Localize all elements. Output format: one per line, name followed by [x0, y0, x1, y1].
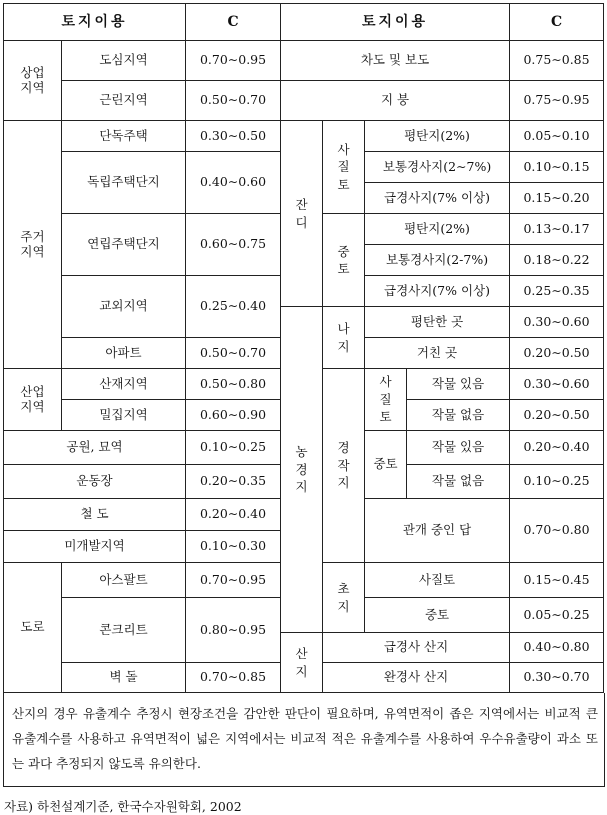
item-label: 중토 [365, 598, 510, 633]
item-label: 미개발지역 [4, 531, 186, 563]
item-label: 작물 없음 [407, 400, 510, 431]
item-label: 단독주택 [62, 121, 186, 152]
group-lawn-heavy-text: 중토 [337, 243, 350, 276]
item-c: 0.10∼0.30 [186, 531, 281, 563]
item-label: 평탄지(2%) [365, 214, 510, 245]
item-label: 완경사 산지 [323, 663, 510, 693]
group-lawn-text: 잔디 [295, 197, 308, 230]
item-label: 벽 돌 [62, 663, 186, 693]
item-label: 밀집지역 [62, 400, 186, 431]
item-c: 0.05∼0.10 [510, 121, 604, 152]
item-label: 작물 없음 [407, 465, 510, 499]
header-c-left: C [186, 4, 281, 41]
item-label: 교외지역 [62, 276, 186, 338]
item-c: 0.40∼0.60 [186, 152, 281, 214]
item-c: 0.15∼0.20 [510, 183, 604, 214]
item-c: 0.30∼0.60 [510, 307, 604, 338]
item-label: 평탄한 곳 [365, 307, 510, 338]
item-label: 도심지역 [62, 41, 186, 81]
item-label: 산재지역 [62, 369, 186, 400]
item-c: 0.60∼0.75 [186, 214, 281, 276]
item-c: 0.20∼0.40 [186, 499, 281, 531]
group-cultivated-sandy-text: 사질토 [379, 374, 392, 425]
group-cultivated-heavy-text: 중토 [373, 456, 398, 472]
group-grass-text: 초지 [337, 581, 350, 614]
group-road: 도로 [4, 563, 62, 693]
group-commercial-text: 상업 지역 [20, 65, 45, 95]
item-label: 연립주택단지 [62, 214, 186, 276]
item-c: 0.10∼0.15 [510, 152, 604, 183]
item-c: 0.10∼0.25 [510, 465, 604, 499]
group-bare-text: 나지 [337, 321, 350, 354]
item-label: 콘크리트 [62, 598, 186, 663]
item-label: 보통경사지(2-7%) [365, 245, 510, 276]
item-c: 0.20∼0.50 [510, 400, 604, 431]
driveway-c: 0.75∼0.85 [510, 41, 604, 81]
item-c: 0.50∼0.70 [186, 338, 281, 369]
group-cultivated [323, 369, 365, 563]
item-c: 0.13∼0.17 [510, 214, 604, 245]
item-c: 0.30∼0.50 [186, 121, 281, 152]
group-industrial [4, 369, 62, 431]
item-label: 공원, 묘역 [4, 431, 186, 465]
group-cultivated-sandy [365, 369, 407, 431]
group-mountain-text: 산지 [295, 646, 308, 679]
item-c: 0.20∼0.50 [510, 338, 604, 369]
item-c: 0.15∼0.45 [510, 563, 604, 598]
table-row [4, 41, 604, 81]
group-commercial [4, 41, 62, 121]
group-farmland-text: 농경지 [295, 444, 308, 495]
item-label: 철 도 [4, 499, 186, 531]
irrigated-c: 0.70∼0.80 [510, 499, 604, 563]
item-label: 아스팔트 [62, 563, 186, 598]
table-footnote: 산지의 경우 유출계수 추정시 현장조건을 감안한 판단이 필요하며, 유역면적이 좁은 지역에서는 비교적 큰 유출계수를 사용하고 유역면적이 넓은 지역에서는 비교적 적은 유출계수를 사용하여 우수유출량이 과소 또는 과다 추정되지 않도록 유의한다. [3, 693, 605, 787]
header-c-right: C [510, 4, 604, 41]
roof-label: 지 붕 [281, 81, 510, 121]
item-label: 평탄지(2%) [365, 121, 510, 152]
group-residential-text: 주거 지역 [20, 229, 45, 259]
group-cultivated-heavy [365, 431, 407, 499]
group-grass [323, 563, 365, 633]
roof-c: 0.75∼0.95 [510, 81, 604, 121]
item-c: 0.05∼0.25 [510, 598, 604, 633]
group-lawn-sandy-text: 사질토 [337, 141, 350, 192]
irrigated-label: 관개 중인 답 [365, 499, 510, 563]
table-row [4, 81, 604, 121]
header-land-use-right: 토지이용 [281, 4, 510, 41]
item-c: 0.30∼0.60 [510, 369, 604, 400]
item-c: 0.80∼0.95 [186, 598, 281, 663]
item-c: 0.18∼0.22 [510, 245, 604, 276]
header-land-use-left: 토지이용 [4, 4, 186, 41]
item-c: 0.25∼0.40 [186, 276, 281, 338]
item-c: 0.50∼0.70 [186, 81, 281, 121]
item-c: 0.20∼0.40 [510, 431, 604, 465]
item-c: 0.50∼0.80 [186, 369, 281, 400]
item-label: 급경사 산지 [323, 633, 510, 663]
item-c: 0.40∼0.80 [510, 633, 604, 663]
source-citation: 자료) 하천설계기준, 한국수자원학회, 2002 [4, 799, 242, 814]
item-c: 0.70∼0.85 [186, 663, 281, 693]
item-label: 급경사지(7% 이상) [365, 183, 510, 214]
item-c: 0.10∼0.25 [186, 431, 281, 465]
item-label: 급경사지(7% 이상) [365, 276, 510, 307]
item-label: 보통경사지(2∼7%) [365, 152, 510, 183]
driveway-label: 차도 및 보도 [281, 41, 510, 81]
group-cultivated-text: 경작지 [337, 440, 350, 491]
runoff-coefficient-table [3, 3, 604, 693]
group-industrial-text: 산업 지역 [20, 384, 45, 414]
item-label: 운동장 [4, 465, 186, 499]
item-label: 아파트 [62, 338, 186, 369]
group-farmland [281, 307, 323, 633]
group-mountain [281, 633, 323, 693]
header-row [4, 4, 604, 41]
table-row [4, 121, 604, 152]
group-residential [4, 121, 62, 369]
item-label: 작물 있음 [407, 369, 510, 400]
item-label: 근린지역 [62, 81, 186, 121]
group-lawn-sandy [323, 121, 365, 214]
item-label: 작물 있음 [407, 431, 510, 465]
group-bare [323, 307, 365, 369]
item-c: 0.20∼0.35 [186, 465, 281, 499]
item-label: 거친 곳 [365, 338, 510, 369]
item-c: 0.30∼0.70 [510, 663, 604, 693]
item-c: 0.25∼0.35 [510, 276, 604, 307]
runoff-coefficient-figure [3, 3, 605, 815]
item-label: 독립주택단지 [62, 152, 186, 214]
item-c: 0.70∼0.95 [186, 563, 281, 598]
group-lawn [281, 121, 323, 307]
item-label: 사질토 [365, 563, 510, 598]
item-c: 0.70∼0.95 [186, 41, 281, 81]
item-c: 0.60∼0.90 [186, 400, 281, 431]
group-lawn-heavy [323, 214, 365, 307]
